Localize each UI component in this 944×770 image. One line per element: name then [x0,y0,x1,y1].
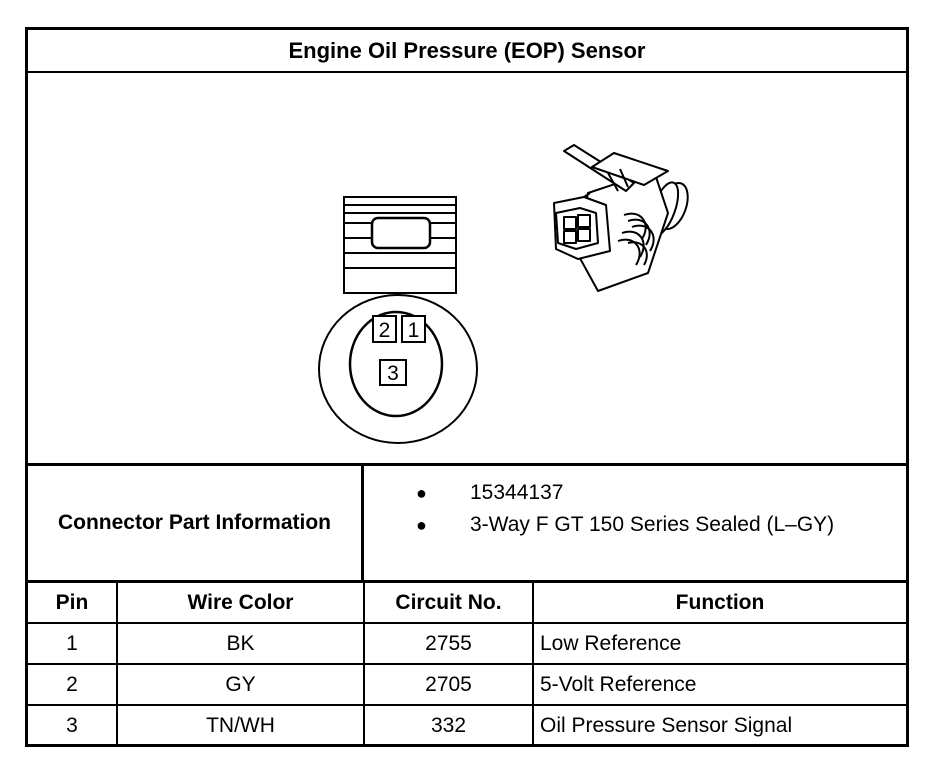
table-row [28,705,906,745]
cell-circuit: 2755 [364,623,533,664]
latch-tab [372,218,430,248]
cell-pin: 1 [28,623,117,664]
connector-perspective-view [554,145,693,291]
pin-label-3: 3 [387,362,399,385]
page-title: Engine Oil Pressure (EOP) Sensor [28,30,906,73]
cell-circuit: 332 [364,705,533,745]
part-number: 15344137 [470,481,564,504]
cell-wire-color: GY [117,664,364,705]
cell-wire-color: TN/WH [117,705,364,745]
cell-function: 5-Volt Reference [533,664,906,705]
header-function: Function [533,583,906,623]
cell-circuit: 2705 [364,664,533,705]
connector-part-info [28,466,906,583]
connector-illustration [28,73,906,463]
cell-wire-color: BK [117,623,364,664]
header-pin: Pin [28,583,117,623]
bullet-icon: ● [416,515,427,535]
connector-face-view [319,197,477,443]
connector-sheet [25,27,909,747]
table-row [28,664,906,705]
pin-label-2: 2 [378,319,391,342]
header-wire-color: Wire Color [117,583,364,623]
pin-label-1: 1 [407,319,420,342]
pin-table [28,583,906,745]
list-item [364,510,906,540]
table-header-row [28,583,906,623]
connector-description: 3-Way F GT 150 Series Sealed (L–GY) [470,513,835,536]
list-item [364,478,906,508]
connector-info-list [364,466,906,580]
table-row [28,623,906,664]
cell-pin: 3 [28,705,117,745]
connector-figure [28,73,906,466]
bullet-icon: ● [416,483,427,503]
cell-function: Oil Pressure Sensor Signal [533,705,906,745]
connector-info-label: Connector Part Information [28,466,364,580]
cell-function: Low Reference [533,623,906,664]
header-circuit: Circuit No. [364,583,533,623]
cell-pin: 2 [28,664,117,705]
